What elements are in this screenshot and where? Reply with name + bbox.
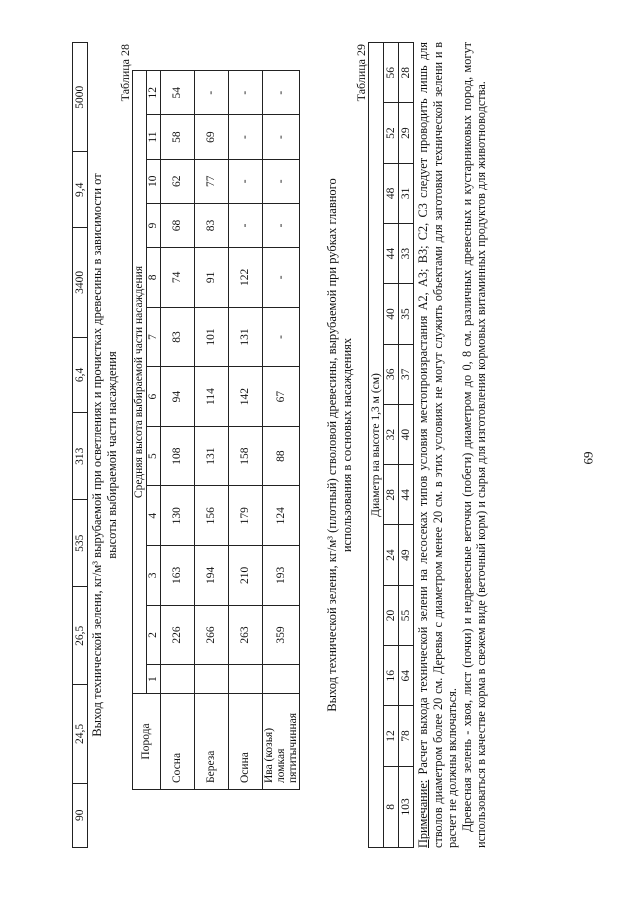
table-cell: 163 xyxy=(161,546,195,606)
height-header: 1 xyxy=(147,665,161,694)
table-cell: 535 xyxy=(73,500,88,587)
table-cell: - xyxy=(229,115,263,159)
table-cell: - xyxy=(229,203,263,247)
table-cell: 83 xyxy=(195,203,229,247)
diameter-cell: 24 xyxy=(384,525,399,585)
height-header: 2 xyxy=(147,605,161,665)
table-row xyxy=(195,71,229,790)
note-block xyxy=(416,42,489,848)
table-cell xyxy=(263,665,300,694)
table-cell: - xyxy=(229,159,263,203)
value-cell: 78 xyxy=(399,706,414,766)
table-row xyxy=(73,43,88,848)
table-cell: - xyxy=(263,115,300,159)
table-cell: - xyxy=(263,307,300,367)
table-cell: 77 xyxy=(195,159,229,203)
table-cell: 114 xyxy=(195,367,229,427)
height-header: 10 xyxy=(147,159,161,203)
note-paragraph xyxy=(416,42,460,848)
table-cell: 122 xyxy=(229,248,263,308)
table-cell: 359 xyxy=(263,605,300,665)
table-cell: 263 xyxy=(229,605,263,665)
height-header: 6 xyxy=(147,367,161,427)
table-header-row xyxy=(369,43,384,848)
table29-number: Таблица 29 xyxy=(354,44,368,102)
diameter-cell: 44 xyxy=(384,224,399,284)
table-cell: 74 xyxy=(161,248,195,308)
table-cell: 130 xyxy=(161,486,195,546)
height-header: 12 xyxy=(147,71,161,115)
table-cell: 5000 xyxy=(73,43,88,153)
value-cell: 28 xyxy=(399,43,414,103)
table-cell: 313 xyxy=(73,413,88,500)
table-cell: - xyxy=(195,71,229,115)
table-cell: - xyxy=(263,71,300,115)
height-header: 5 xyxy=(147,426,161,486)
value-cell: 44 xyxy=(399,465,414,525)
table-header-row xyxy=(133,71,147,790)
table-cell: 90 xyxy=(73,783,88,847)
table-cell: 26,5 xyxy=(73,587,88,685)
diameter-header: Диаметр на высоте 1,3 м (см) xyxy=(369,43,384,848)
table-cell: - xyxy=(229,71,263,115)
table-cell: 226 xyxy=(161,605,195,665)
table-cell: 91 xyxy=(195,248,229,308)
table-cell: 193 xyxy=(263,546,300,606)
value-cell: 64 xyxy=(399,646,414,706)
table-cell: 6,4 xyxy=(73,337,88,413)
table28-title: Выход технической зелени, кг/м³ вырубаемой при осветлениях и прочистках древесины в зависимости от высоты выбираемой части насаждения xyxy=(90,173,119,737)
table28-number: Таблица 28 xyxy=(118,44,132,102)
top-partial-table xyxy=(72,42,88,848)
table-cell: 68 xyxy=(161,203,195,247)
table-cell: 94 xyxy=(161,367,195,427)
value-cell: 35 xyxy=(399,284,414,344)
value-cell: 29 xyxy=(399,103,414,163)
species-name: Береза xyxy=(195,694,229,790)
rotated-content xyxy=(70,40,590,850)
table-header-row xyxy=(147,71,161,790)
table-row xyxy=(229,71,263,790)
table-cell: 24,5 xyxy=(73,685,88,783)
table-cell xyxy=(229,665,263,694)
table-cell: 179 xyxy=(229,486,263,546)
table-cell xyxy=(161,665,195,694)
table28 xyxy=(132,70,300,790)
species-name: Осина xyxy=(229,694,263,790)
note-text: Древесная зелень - хвоя, лист (почки) и недревесные веточки (побеги) диаметром до 0, 8 см. различных древесных и кустарниковых пород, могут использоваться в качестве корма в свежем виде (веточный корм) и сырья для изготовления кормовых витаминных продуктов для животноводства. xyxy=(459,42,489,848)
table29 xyxy=(368,42,414,848)
page-number: 69 xyxy=(580,451,596,465)
diameter-cell: 40 xyxy=(384,284,399,344)
table-cell: - xyxy=(263,248,300,308)
height-header: 11 xyxy=(147,115,161,159)
value-cell: 37 xyxy=(399,344,414,404)
value-cell: 33 xyxy=(399,224,414,284)
table-row xyxy=(161,71,195,790)
table-cell: 54 xyxy=(161,71,195,115)
table-cell: 156 xyxy=(195,486,229,546)
value-cell: 49 xyxy=(399,525,414,585)
table-cell: 266 xyxy=(195,605,229,665)
diameter-cell: 16 xyxy=(384,646,399,706)
column-header-species: Порода xyxy=(133,694,161,790)
height-header: 9 xyxy=(147,203,161,247)
value-cell: 31 xyxy=(399,163,414,223)
table-cell: 131 xyxy=(195,426,229,486)
table-cell: 158 xyxy=(229,426,263,486)
table-cell: 131 xyxy=(229,307,263,367)
diameter-cell: 12 xyxy=(384,706,399,766)
table-cell: 124 xyxy=(263,486,300,546)
value-cell: 103 xyxy=(399,766,414,847)
table-cell: 142 xyxy=(229,367,263,427)
height-header: 8 xyxy=(147,248,161,308)
table-cell: 3400 xyxy=(73,228,88,337)
group-header-heights: Средняя высота выбираемой части насаждения xyxy=(133,71,147,694)
diameter-cell: 8 xyxy=(384,766,399,847)
diameter-cell: 48 xyxy=(384,163,399,223)
table-cell: 58 xyxy=(161,115,195,159)
height-header: 3 xyxy=(147,546,161,606)
table29-title: Выход технической зелени, кг/м³ (плотный) стволовой древесины, вырубаемой при рубках главного использования в сосновых насаждениях xyxy=(325,178,354,712)
table-cell: - xyxy=(263,203,300,247)
table-cell: 69 xyxy=(195,115,229,159)
table-cell: - xyxy=(263,159,300,203)
table-cell: 210 xyxy=(229,546,263,606)
table-row xyxy=(263,71,300,790)
diameter-cell: 36 xyxy=(384,344,399,404)
diameter-cell: 52 xyxy=(384,103,399,163)
note-label: Примечание: xyxy=(416,779,430,848)
value-cell: 55 xyxy=(399,585,414,645)
diameter-cell: 56 xyxy=(384,43,399,103)
height-header: 4 xyxy=(147,486,161,546)
table-row xyxy=(399,43,414,848)
table-cell: 62 xyxy=(161,159,195,203)
value-cell: 40 xyxy=(399,404,414,464)
height-header: 7 xyxy=(147,307,161,367)
table-cell: 194 xyxy=(195,546,229,606)
table-row xyxy=(384,43,399,848)
note-text: Расчет выхода технической зелени на лесосеках типов условия местопроизрастания А2, А3; В3; С2, С3 следует проводить лишь для стволов диаметром более 20 см. Деревья с диаметром менее 20 см. в этих условиях не могут служить объектами для заготовки технической зелени и в расчет не должны включаться. xyxy=(416,42,460,848)
species-name: Сосна xyxy=(161,694,195,790)
species-name: Ива (козья) ломкая пятитычинная xyxy=(263,694,300,790)
diameter-cell: 32 xyxy=(384,404,399,464)
diameter-cell: 20 xyxy=(384,585,399,645)
table-cell: 101 xyxy=(195,307,229,367)
table-cell: 9,4 xyxy=(73,152,88,228)
table-cell xyxy=(195,665,229,694)
table-cell: 67 xyxy=(263,367,300,427)
note-paragraph xyxy=(460,42,489,848)
table-cell: 108 xyxy=(161,426,195,486)
table-cell: 83 xyxy=(161,307,195,367)
table-cell: 88 xyxy=(263,426,300,486)
diameter-cell: 28 xyxy=(384,465,399,525)
